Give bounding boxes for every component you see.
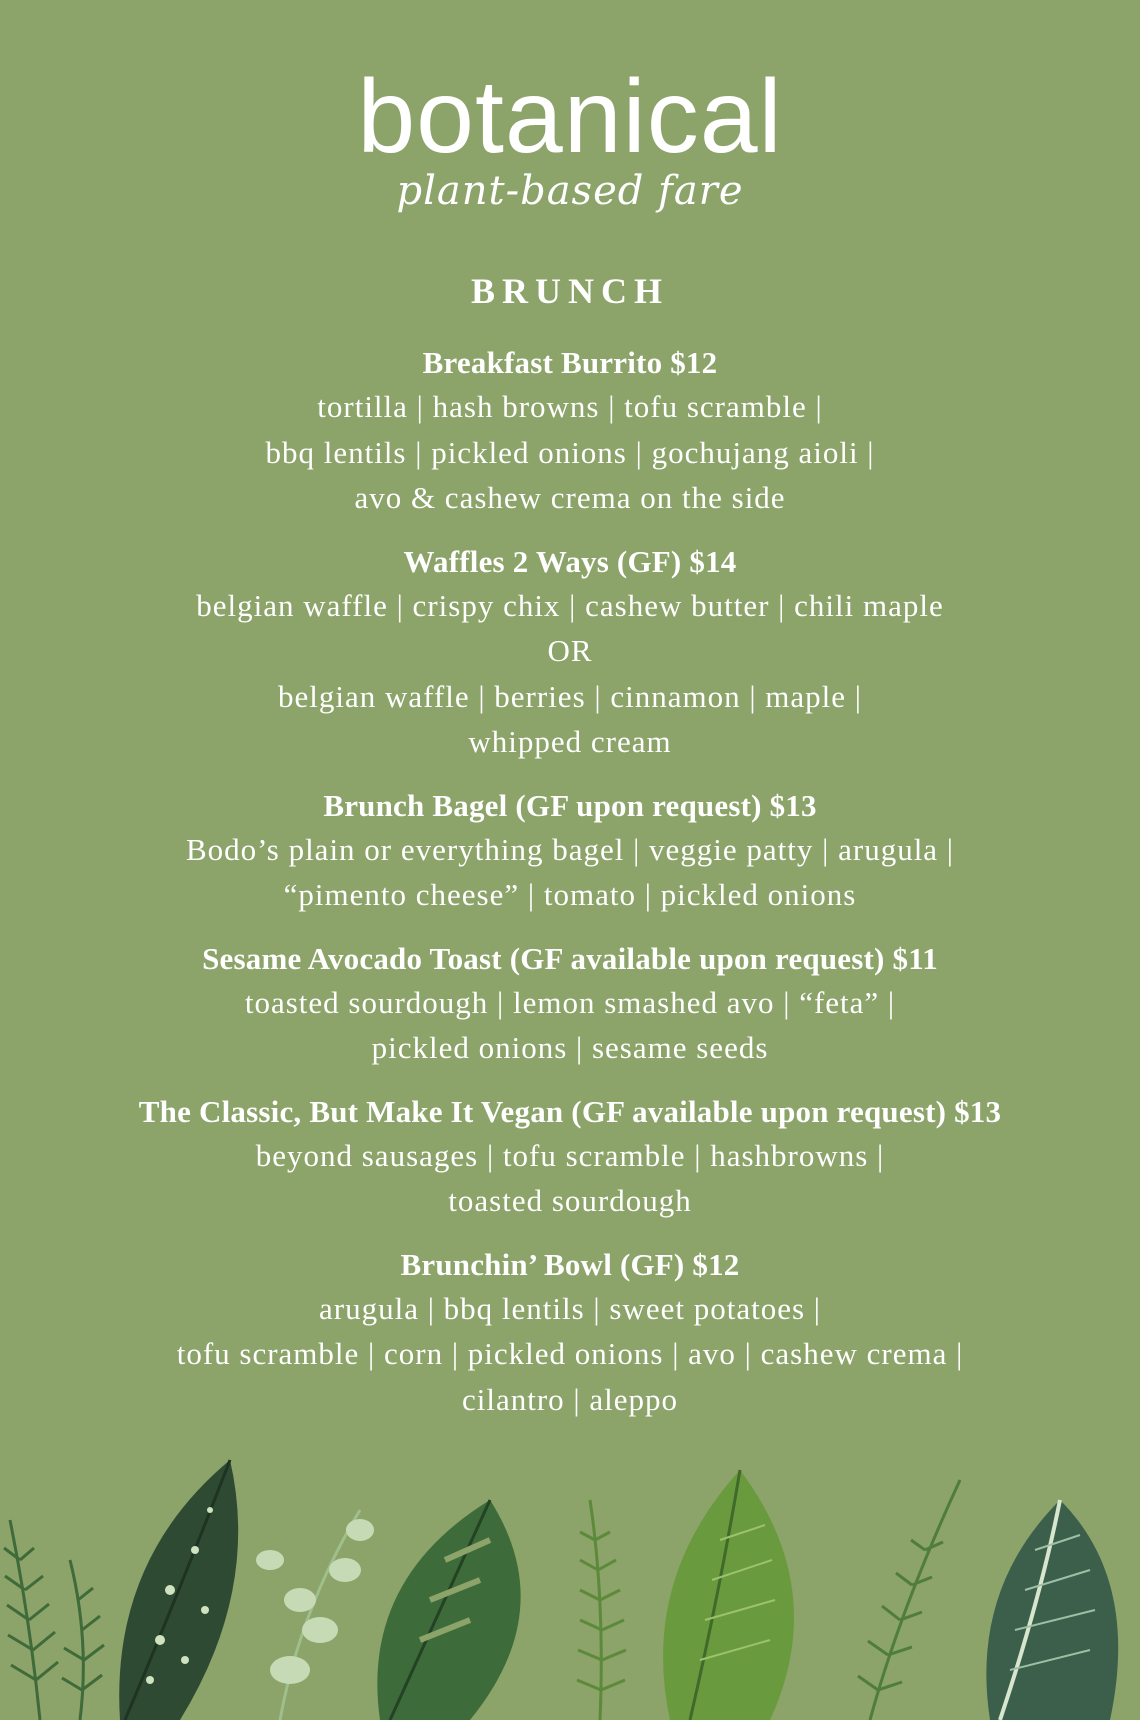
menu-item: [0, 1091, 1140, 1224]
menu-item: [0, 785, 1140, 918]
section-title: BRUNCH: [470, 271, 669, 311]
menu-item-description-line: cilantro | aleppo: [461, 1381, 679, 1417]
foliage-illustration: [0, 1440, 1140, 1720]
menu-item-name: The Classic, But Make It Vegan (GF available upon request) $13: [138, 1093, 1002, 1129]
fern-icon: [858, 1480, 960, 1720]
menu-item-name: Breakfast Burrito $12: [422, 345, 718, 380]
menu-item-name: Brunchin’ Bowl (GF) $12: [400, 1246, 740, 1282]
menu-item-description-line: belgian waffle | crispy chix | cashew butter | chili maple: [196, 587, 944, 623]
menu-item-description-line: pickled onions | sesame seeds: [371, 1030, 769, 1065]
menu-item-description-line: “pimento cheese” | tomato | pickled onions: [283, 877, 857, 912]
menu-item: [0, 938, 1140, 1071]
menu-item-description-line: avo & cashew crema on the side: [354, 480, 786, 515]
menu-list: [0, 342, 1140, 1442]
menu-item-description-line: Bodo’s plain or everything bagel | veggie patty | arugula |: [185, 831, 955, 867]
menu-item-description-line: belgian waffle | berries | cinnamon | maple |: [277, 678, 862, 714]
menu-item-description-line: whipped cream: [468, 724, 672, 759]
menu-item-description-line: bbq lentils | pickled onions | gochujang aioli |: [265, 434, 875, 470]
logo-tagline: plant-based fare: [396, 168, 744, 214]
menu-item-description-line: OR: [547, 633, 593, 668]
menu-item: [0, 1244, 1140, 1423]
menu-item: [0, 342, 1140, 521]
eucalyptus-icon: [256, 1510, 374, 1720]
menu-item: [0, 541, 1140, 765]
menu-item-description-line: toasted sourdough: [448, 1183, 692, 1218]
spotted-leaf-icon: [119, 1460, 238, 1720]
calathea-leaf-icon: [986, 1500, 1118, 1720]
menu-item-description-line: toasted sourdough | lemon smashed avo | “feta” |: [244, 984, 896, 1020]
menu-item-name: Brunch Bagel (GF upon request) $13: [323, 787, 817, 823]
fern-icon: [577, 1500, 626, 1720]
menu-item-description-line: beyond sausages | tofu scramble | hashbrowns |: [255, 1137, 885, 1173]
menu-item-description-line: tofu scramble | corn | pickled onions | avo | cashew crema |: [176, 1336, 964, 1371]
menu-item-name: Waffles 2 Ways (GF) $14: [403, 543, 737, 579]
botanical-logo: [0, 52, 1140, 232]
monstera-leaf-icon: [377, 1500, 520, 1720]
menu-item-name: Sesame Avocado Toast (GF available upon request) $11: [202, 940, 938, 976]
menu-item-description-line: tortilla | hash browns | tofu scramble |: [317, 389, 823, 424]
fern-icon: [4, 1520, 104, 1720]
menu-item-description-line: arugula | bbq lentils | sweet potatoes |: [319, 1290, 821, 1326]
logo-wordmark: botanical: [357, 59, 783, 175]
green-leaf-icon: [663, 1470, 794, 1720]
